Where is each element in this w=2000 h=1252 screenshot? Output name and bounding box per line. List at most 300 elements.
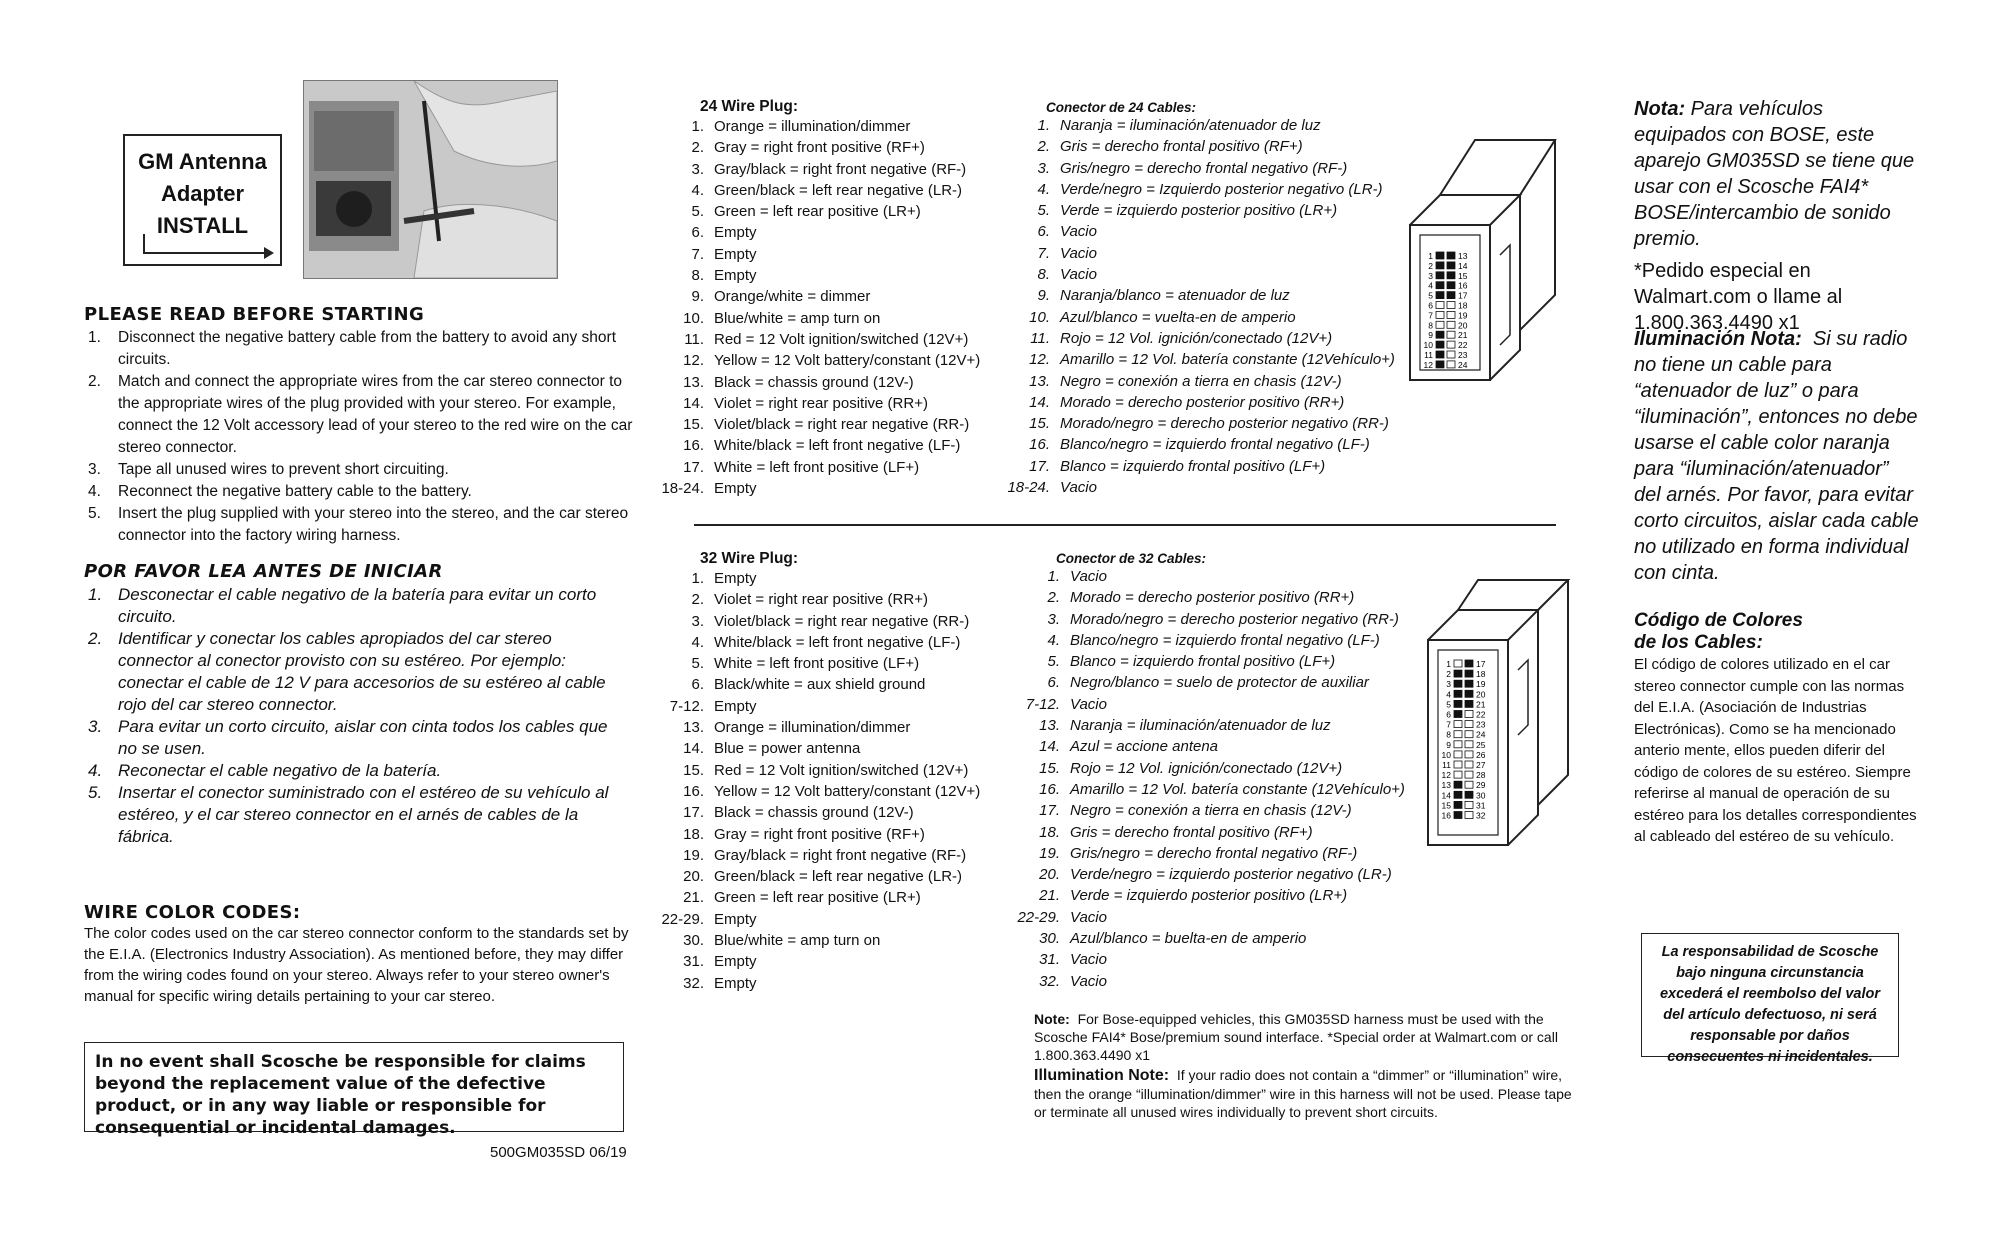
list-item	[660, 180, 990, 201]
pin-slot	[1436, 252, 1444, 259]
list-item	[660, 137, 990, 158]
pin-number: 30.	[1039, 930, 1060, 948]
list-item	[660, 414, 990, 435]
pin-slot	[1447, 302, 1455, 309]
pin-number: 10.	[683, 309, 704, 327]
pin-number: 2.	[1047, 589, 1060, 607]
pin-label: 14	[1458, 260, 1468, 271]
pin-label: 7	[1428, 310, 1433, 321]
list-item	[84, 371, 644, 459]
list-item	[1016, 843, 1436, 864]
list-item	[660, 589, 990, 610]
pin-label: 19	[1458, 310, 1468, 321]
list-item	[1016, 736, 1436, 757]
spanish-instructions	[84, 561, 614, 848]
pin-number: 4.	[691, 181, 704, 199]
list-item	[84, 503, 644, 547]
conector24-section	[1006, 100, 1426, 498]
step-number: 4.	[88, 761, 103, 780]
plug24-title: 24 Wire Plug:	[700, 98, 799, 115]
pin-number: 15.	[683, 416, 704, 434]
wire-description: Gray/black = right front negative (RF-)	[714, 846, 967, 864]
pin-slot	[1436, 292, 1444, 299]
bose-note	[1034, 1010, 1579, 1064]
wire-description: Gray = right front positive (RF+)	[714, 825, 925, 843]
pin-number: 11.	[1030, 329, 1050, 347]
wire-description: Gray = right front positive (RF+)	[714, 139, 925, 157]
pin-label: 11	[1442, 760, 1451, 770]
pin-slot	[1465, 761, 1473, 768]
illumination-note-label: Illumination Note:	[1034, 1067, 1170, 1084]
wire-description: Blue/white = amp turn on	[714, 309, 881, 327]
pin-number: 8.	[691, 267, 704, 285]
wire-description: Empty	[714, 910, 757, 928]
step-number: 1.	[88, 585, 103, 604]
pin-slot	[1465, 711, 1473, 718]
pin-label: 1	[1446, 659, 1451, 669]
list-item	[660, 265, 990, 286]
pin-label: 6	[1428, 300, 1433, 311]
list-item	[660, 201, 990, 222]
pin-number: 6.	[691, 676, 704, 694]
pin-label: 25	[1476, 739, 1486, 750]
list-item	[660, 653, 990, 674]
wire-description: Green/black = left rear negative (LR-)	[714, 868, 963, 886]
nota-label: Nota:	[1634, 98, 1686, 120]
wire-description: Blanco = izquierdo frontal positivo (LF+)	[1060, 457, 1326, 475]
wire-description: Black = chassis ground (12V-)	[714, 373, 914, 391]
codigo-section	[1634, 610, 1919, 848]
list-item	[1016, 800, 1436, 821]
conector32-section	[1016, 551, 1436, 992]
pin-label: 30	[1476, 790, 1486, 801]
list-item	[1006, 456, 1426, 477]
pin-number: 20.	[1039, 866, 1060, 884]
list-item	[84, 459, 644, 481]
step-number: 3.	[88, 461, 101, 478]
pin-slot	[1465, 751, 1473, 758]
list-item	[1006, 434, 1426, 455]
wire-description: Morado/negro = derecho posterior negativo (RR-)	[1060, 415, 1389, 433]
pin-label: 2	[1428, 260, 1433, 271]
connector24-diagram	[1400, 135, 1560, 410]
list-item	[84, 760, 614, 782]
pin-label: 23	[1476, 719, 1486, 730]
step-text: Reconnect the negative battery cable to the battery.	[118, 483, 472, 500]
pin-label: 28	[1476, 770, 1486, 781]
pin-number: 6.	[1037, 223, 1050, 241]
list-item	[1016, 928, 1436, 949]
pin-label: 5	[1446, 699, 1451, 710]
wire-description: Gray/black = right front negative (RF-)	[714, 160, 967, 178]
wire-description: Black = chassis ground (12V-)	[714, 804, 914, 822]
pin-label: 22	[1476, 709, 1486, 720]
pin-slot	[1465, 741, 1473, 748]
step-number: 4.	[88, 483, 101, 500]
pin-slot	[1465, 812, 1473, 819]
pin-slot	[1454, 700, 1462, 707]
pin-label: 9	[1446, 739, 1451, 750]
step-number: 1.	[88, 329, 101, 346]
conector32-list	[1016, 566, 1436, 992]
codigo-heading2: de los Cables:	[1634, 632, 1763, 653]
pin-label: 16	[1441, 810, 1451, 821]
wire-description: Vacio	[1060, 479, 1097, 497]
step-number: 5.	[88, 505, 101, 522]
pin-slot	[1465, 791, 1473, 798]
pin-slot	[1454, 721, 1462, 728]
list-item	[1016, 587, 1436, 608]
list-item	[1006, 221, 1426, 242]
wire-description: Morado/negro = derecho posterior negativo (RR-)	[1070, 610, 1399, 628]
wire-description: Vacio	[1060, 223, 1097, 241]
step-text: Disconnect the negative battery cable from the battery to avoid any short circuits.	[118, 329, 616, 368]
wire-description: Violet = right rear positive (RR+)	[714, 394, 928, 412]
nota-pedido: *Pedido especial en Walmart.com o llame al 1.800.363.4490 x1	[1634, 260, 1843, 334]
pin-number: 5.	[691, 203, 704, 221]
pin-label: 17	[1458, 290, 1468, 301]
wire-description: Gris/negro = derecho frontal negativo (RF-)	[1070, 844, 1358, 862]
gm-box-line1: GM Antenna	[138, 149, 267, 174]
pin-label: 15	[1458, 270, 1468, 281]
pin-number: 7.	[691, 245, 704, 263]
pin-slot	[1454, 791, 1462, 798]
pin-label: 5	[1428, 290, 1433, 301]
pin-slot	[1447, 272, 1455, 279]
wire-description: Naranja = iluminación/atenuador de luz	[1070, 717, 1331, 735]
english-instructions	[84, 304, 644, 547]
pin-slot	[1447, 311, 1455, 318]
pin-number: 32.	[683, 974, 704, 992]
pin-slot	[1454, 751, 1462, 758]
wire-description: Morado = derecho posterior positivo (RR+)	[1070, 589, 1355, 607]
list-item	[660, 393, 990, 414]
pin-number: 30.	[683, 932, 704, 950]
wire-description: Blanco = izquierdo frontal positivo (LF+)	[1070, 653, 1336, 671]
codigo-heading1: Código de Colores	[1634, 610, 1803, 631]
wire-description: Vacio	[1060, 244, 1097, 262]
list-item	[84, 584, 614, 628]
antenna-install-photo	[303, 80, 558, 279]
connector32-svg	[1418, 575, 1578, 855]
pin-slot	[1436, 282, 1444, 289]
wire-description: Verde = izquierdo posterior positivo (LR+)	[1060, 202, 1338, 220]
pin-number: 3.	[691, 160, 704, 178]
list-item	[1006, 349, 1426, 370]
list-item	[1006, 328, 1426, 349]
wire-description: Empty	[714, 267, 757, 285]
pin-number: 19.	[683, 846, 704, 864]
list-item	[84, 782, 614, 848]
pin-label: 23	[1458, 350, 1468, 360]
list-item	[660, 845, 990, 866]
list-item	[660, 568, 990, 589]
wire-description: Blanco/negro = izquierdo frontal negativo (LF-)	[1060, 436, 1370, 454]
wire-codes-heading: WIRE COLOR CODES:	[84, 902, 301, 923]
pin-label: 6	[1446, 709, 1451, 720]
step-text: Insertar el conector suministrado con el estéreo de su vehículo al estéreo, y el car stereo connector en el arnés de cables de la fábrica.	[118, 783, 609, 846]
pin-number: 4.	[691, 633, 704, 651]
pin-number: 32.	[1039, 972, 1060, 990]
pin-label: 32	[1476, 810, 1486, 821]
pin-label: 31	[1476, 800, 1486, 811]
pin-number: 1.	[691, 118, 704, 135]
list-item	[1016, 694, 1436, 715]
pin-label: 21	[1476, 699, 1486, 710]
list-item	[1006, 392, 1426, 413]
pin-label: 12	[1441, 770, 1451, 781]
list-item	[660, 717, 990, 738]
bose-note-label: Note:	[1034, 1011, 1070, 1027]
list-item	[660, 887, 990, 908]
pin-slot	[1436, 361, 1444, 368]
pin-number: 1.	[1047, 568, 1060, 585]
list-item	[1006, 243, 1426, 264]
pin-number: 16.	[683, 782, 704, 800]
list-item	[1016, 971, 1436, 992]
wire-description: Verde/negro = izquierdo posterior negativo (LR-)	[1070, 866, 1392, 884]
wire-description: Naranja/blanco = atenuador de luz	[1060, 287, 1290, 305]
list-item	[84, 481, 644, 503]
pin-number: 2.	[1037, 138, 1050, 156]
pin-slot	[1454, 741, 1462, 748]
wire-description: Empty	[714, 245, 757, 263]
pin-number: 7-12.	[669, 697, 704, 715]
pin-slot	[1465, 660, 1473, 667]
list-item	[660, 781, 990, 802]
pin-label: 7	[1446, 719, 1451, 730]
wire-description: Empty	[714, 570, 757, 587]
arrow-right-icon	[143, 234, 264, 254]
pin-slot	[1436, 262, 1444, 269]
list-item	[660, 435, 990, 456]
plug24-section	[660, 98, 990, 499]
pin-slot	[1447, 252, 1455, 259]
list-item	[1006, 136, 1426, 157]
step-text: Tape all unused wires to prevent short circuiting.	[118, 461, 449, 478]
wire-description: Empty	[714, 480, 757, 498]
pin-number: 4.	[1047, 631, 1060, 649]
pin-label: 3	[1446, 679, 1451, 690]
pin-slot	[1454, 812, 1462, 819]
connector24-svg	[1400, 135, 1560, 405]
list-item	[660, 372, 990, 393]
pin-number: 14.	[683, 740, 704, 758]
wire-description: Vacio	[1070, 972, 1107, 990]
pin-number: 9.	[691, 288, 704, 306]
wire-description: Green/black = left rear negative (LR-)	[714, 181, 963, 199]
wire-description: Morado = derecho posterior positivo (RR+)	[1060, 393, 1345, 411]
wire-description: Verde/negro = Izquierdo posterior negativo (LR-)	[1060, 180, 1383, 198]
pin-label: 14	[1441, 790, 1451, 801]
pin-number: 7-12.	[1025, 695, 1060, 713]
wire-description: Negro = conexión a tierra en chasis (12V-)	[1060, 372, 1342, 390]
pin-number: 17.	[1029, 457, 1050, 475]
wire-codes-text: The color codes used on the car stereo connector conform to the standards set by the E.I.A. (Electronics Industry Association). As mentioned before, they may differ from the wiring codes found on your stereo. Always refer to your stereo owner's manual for specific wiring details pertaining to your car stereo.	[84, 925, 629, 1005]
pin-label: 1	[1428, 251, 1433, 261]
wire-description: Amarillo = 12 Vol. batería constante (12Vehículo+)	[1060, 351, 1395, 369]
list-item	[1016, 609, 1436, 630]
pin-number: 4.	[1037, 180, 1050, 198]
responsabilidad-disclaimer: La responsabilidad de Scosche bajo ninguna circunstancia excederá el reembolso del valor del artículo defectuoso, ni será responsable por daños consecuentes ni incidentales.	[1641, 933, 1899, 1057]
list-item	[1016, 651, 1436, 672]
wire-description: Red = 12 Volt ignition/switched (12V+)	[714, 330, 969, 348]
wire-description: Yellow = 12 Volt battery/constant (12V+)	[714, 352, 981, 370]
list-item	[1016, 864, 1436, 885]
wire-description: Orange/white = dimmer	[714, 288, 871, 306]
step-number: 2.	[88, 373, 101, 390]
pin-slot	[1436, 311, 1444, 318]
wire-color-codes	[84, 902, 639, 1007]
pin-label: 22	[1458, 340, 1468, 351]
list-item	[660, 802, 990, 823]
iluminacion-text: Si su radio no tiene un cable para “atenuador de luz” o para “iluminación”, entonces no debe usarse el cable color naranja para “iluminación/atenuador” del arnés. Por favor, para evitar corto circuitos, aislar cada cable no utilizado en forma individual con cinta.	[1634, 328, 1919, 584]
list-item	[660, 478, 990, 499]
list-item	[660, 824, 990, 845]
pin-number: 10.	[1029, 308, 1050, 326]
list-item	[1016, 715, 1436, 736]
list-item	[660, 760, 990, 781]
step-text: Desconectar el cable negativo de la batería para evitar un corto circuito.	[118, 585, 597, 626]
pin-label: 16	[1458, 280, 1468, 291]
wire-description: Empty	[714, 224, 757, 242]
list-item	[1016, 672, 1436, 693]
pin-slot	[1454, 680, 1462, 687]
wire-description: Green = left rear positive (LR+)	[714, 203, 921, 221]
pin-number: 2.	[691, 591, 704, 609]
wire-description: White/black = left front negative (LF-)	[714, 437, 961, 455]
wire-description: Azul/blanco = buelta-en de amperio	[1070, 930, 1307, 948]
wire-description: Negro/blanco = suelo de protector de auxiliar	[1070, 674, 1369, 692]
list-item	[1006, 158, 1426, 179]
step-number: 3.	[88, 717, 103, 736]
list-item	[660, 930, 990, 951]
pin-number: 8.	[1037, 266, 1050, 284]
list-item	[1016, 949, 1436, 970]
pin-label: 10	[1441, 749, 1451, 760]
list-item	[660, 159, 990, 180]
pin-number: 1.	[691, 570, 704, 587]
pin-slot	[1436, 302, 1444, 309]
pin-number: 15.	[683, 761, 704, 779]
pin-number: 14.	[683, 394, 704, 412]
list-item	[1016, 779, 1436, 800]
wire-description: Gris = derecho frontal positivo (RF+)	[1060, 138, 1303, 156]
wire-description: Vacio	[1060, 266, 1097, 284]
step-text: Insert the plug supplied with your stereo into the stereo, and the car stereo connector into the factory wiring harness.	[118, 505, 629, 544]
pin-slot	[1447, 321, 1455, 328]
nota-section	[1634, 96, 1919, 336]
list-item	[84, 628, 614, 716]
list-item	[660, 632, 990, 653]
list-item	[660, 286, 990, 307]
pin-number: 20.	[683, 868, 704, 886]
pin-slot	[1465, 700, 1473, 707]
wire-description: Empty	[714, 953, 757, 971]
list-item	[1006, 477, 1426, 498]
wire-description: Black/white = aux shield ground	[714, 676, 926, 694]
wire-description: Green = left rear positive (LR+)	[714, 889, 921, 907]
list-item	[1006, 179, 1426, 200]
pin-slot	[1465, 670, 1473, 677]
english-steps	[84, 327, 644, 547]
pin-number: 17.	[683, 804, 704, 822]
pin-slot	[1447, 292, 1455, 299]
list-item	[1016, 566, 1436, 587]
pin-number: 13.	[683, 373, 704, 391]
wire-description: Azul = accione antena	[1070, 738, 1219, 756]
pin-slot	[1447, 282, 1455, 289]
pin-number: 14.	[1039, 738, 1060, 756]
list-item	[660, 116, 990, 137]
pin-number: 6.	[1047, 674, 1060, 692]
spanish-heading: POR FAVOR LEA ANTES DE INICIAR	[84, 561, 443, 582]
pin-number: 31.	[683, 953, 704, 971]
pin-label: 8	[1428, 320, 1433, 331]
pin-number: 17.	[1039, 802, 1060, 820]
wire-description: Vacio	[1070, 951, 1107, 969]
pin-number: 7.	[1037, 244, 1050, 262]
list-item	[660, 909, 990, 930]
pin-number: 9.	[1037, 287, 1050, 305]
list-item	[660, 951, 990, 972]
wire-description: Rojo = 12 Vol. ignición/conectado (12V+)	[1060, 329, 1333, 347]
wire-description: Violet = right rear positive (RR+)	[714, 591, 928, 609]
list-item	[1006, 200, 1426, 221]
pin-number: 19.	[1039, 844, 1060, 862]
wire-description: Yellow = 12 Volt battery/constant (12V+)	[714, 782, 981, 800]
pin-number: 15.	[1039, 759, 1060, 777]
pin-number: 21.	[683, 889, 704, 907]
gm-box-line3: INSTALL	[156, 213, 249, 238]
list-item	[1006, 307, 1426, 328]
pin-slot	[1465, 781, 1473, 788]
pin-label: 2	[1446, 669, 1451, 680]
wire-description: Orange = illumination/dimmer	[714, 118, 911, 135]
pin-number: 17.	[683, 458, 704, 476]
wire-description: Vacio	[1070, 695, 1107, 713]
pin-label: 4	[1428, 280, 1433, 291]
pin-number: 3.	[1037, 159, 1050, 177]
pin-label: 27	[1476, 760, 1486, 770]
pin-slot	[1454, 801, 1462, 808]
pin-label: 26	[1476, 749, 1486, 760]
spanish-steps	[84, 584, 614, 848]
pin-number: 6.	[691, 224, 704, 242]
pin-label: 12	[1423, 359, 1433, 370]
pin-number: 2.	[691, 139, 704, 157]
pin-label: 19	[1476, 679, 1486, 690]
pin-number: 15.	[1029, 415, 1050, 433]
wire-description: Rojo = 12 Vol. ignición/conectado (12V+)	[1070, 759, 1343, 777]
pin-number: 5.	[691, 655, 704, 673]
wire-description: Vacio	[1070, 908, 1107, 926]
pin-label: 4	[1446, 689, 1451, 700]
list-item	[1016, 907, 1436, 928]
wire-description: Red = 12 Volt ignition/switched (12V+)	[714, 761, 969, 779]
gm-box-line2: Adapter	[160, 181, 245, 206]
gm-antenna-adapter-box	[123, 134, 282, 266]
pin-number: 18.	[683, 825, 704, 843]
pin-label: 11	[1424, 350, 1433, 360]
pin-label: 17	[1476, 659, 1486, 669]
pin-number: 18-24.	[661, 480, 704, 498]
plug32-section	[660, 550, 990, 994]
pin-slot	[1454, 761, 1462, 768]
pin-number: 16.	[1029, 436, 1050, 454]
pin-slot	[1447, 361, 1455, 368]
pin-number: 18.	[1039, 823, 1060, 841]
